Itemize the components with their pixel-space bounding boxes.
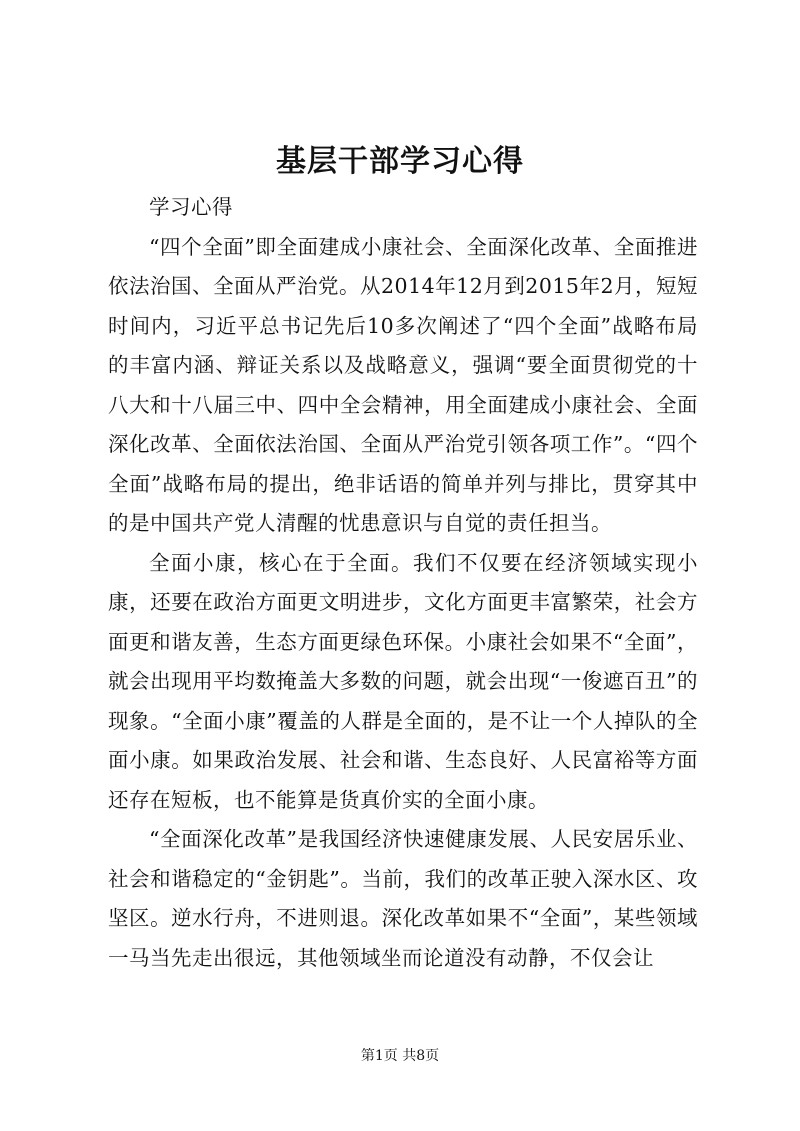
document-title: 基层干部学习心得 xyxy=(276,144,524,179)
body-paragraph: 全面小康，核心在于全面。我们不仅要在经济领域实现小康，还要在政治方面更文明进步，文化方面更丰富繁荣，社会方面更和谐友善，生态方面更绿色环保。小康社会如果不“全面”，就会出现用平均数掩盖大多数的问题，就会出现“一俊遮百丑”的现象。“全面小康”覆盖的人群是全面的，是不让一个人掉队的全面小康。如果政治发展、社会和谐、生态良好、人民富裕等方面还存在短板，也不能算是货真价实的全面小康。 xyxy=(108,550,698,812)
page-footer: 第1页 共8页 xyxy=(360,1048,440,1064)
body-paragraph: “四个全面”即全面建成小康社会、全面深化改革、全面推进依法治国、全面从严治党。从2014年12月到2015年2月，短短时间内，习近平总书记先后10多次阐述了“四个全面”战略布局的丰富内涵、辩证关系以及战略意义，强调“要全面贯彻党的十八大和十八届三中、四中全会精神，用全面建成小康社会、全面深化改革、全面依法治国、全面从严治党引领各项工作”。“四个全面”战略布局的提出，绝非话语的简单并列与排比，贯穿其中的是中国共产党人清醒的忧患意识与自觉的责任担当。 xyxy=(108,234,698,535)
document-body xyxy=(108,188,698,978)
subtitle-paragraph: 学习心得 xyxy=(149,195,233,219)
body-paragraph: “全面深化改革”是我国经济快速健康发展、人民安居乐业、社会和谐稳定的“金钥匙”。当前，我们的改革正驶入深水区、攻坚区。逆水行舟，不进则退。深化改革如果不“全面”，某些领域一马当先走出很远，其他领域坐而论道没有动静，不仅会让 xyxy=(108,827,698,970)
